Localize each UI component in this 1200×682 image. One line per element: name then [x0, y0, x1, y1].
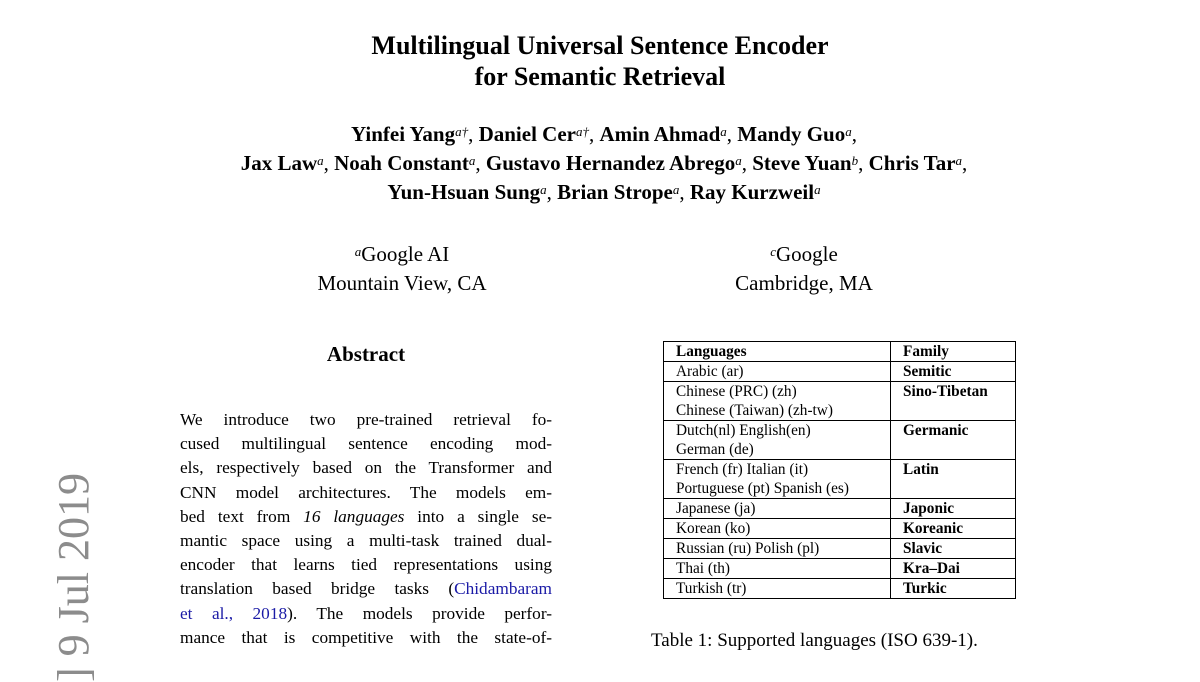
- author-name: Gustavo Hernandez Abrego: [485, 151, 736, 175]
- language-entry: Chinese (Taiwan) (zh-tw): [676, 402, 833, 419]
- author-affiliation-mark: a: [735, 153, 742, 168]
- author-name: Daniel Cer: [478, 122, 576, 146]
- family-cell: Turkic: [891, 579, 1016, 599]
- family-cell: Koreanic: [891, 519, 1016, 539]
- languages-table: [663, 341, 1016, 599]
- family-cell: Semitic: [891, 362, 1016, 382]
- languages-cell: [664, 460, 891, 499]
- affiliation-mark: c: [770, 244, 776, 259]
- author-affiliation-mark: a: [672, 182, 680, 197]
- author-line-3: [0, 178, 1200, 207]
- header-languages: Languages: [664, 342, 891, 362]
- language-entry: Thai (th): [676, 560, 730, 577]
- author-separator: ,: [858, 151, 869, 175]
- languages-cell: [664, 382, 891, 421]
- author-name: Ray Kurzweil: [689, 180, 815, 204]
- family-cell: Japonic: [891, 499, 1016, 519]
- abstract-line: els, respectively based on the Transformer and: [180, 458, 552, 478]
- family-cell: Latin: [891, 460, 1016, 499]
- author-name: Jax Law: [240, 151, 318, 175]
- author-line-1: [0, 120, 1200, 149]
- abstract-line: CNN model architectures. The models em-: [180, 482, 552, 502]
- abstract-line: cused multilingual sentence encoding mod-: [180, 434, 552, 454]
- author-list: [0, 120, 1200, 207]
- table-row: [664, 539, 1016, 559]
- author-name: Noah Constant: [334, 151, 469, 175]
- author-name: Chris Tar: [868, 151, 956, 175]
- table-row: [664, 362, 1016, 382]
- languages-cell: [664, 519, 891, 539]
- table-row: [664, 519, 1016, 539]
- citation-link[interactable]: Chidambaram: [454, 579, 552, 599]
- language-entry: Chinese (PRC) (zh): [676, 383, 797, 400]
- table-row: [664, 559, 1016, 579]
- author-name: Steve Yuan: [752, 151, 852, 175]
- affiliation-org: [660, 240, 948, 269]
- author-separator: ,: [546, 180, 558, 204]
- abstract-line: mantic space using a multi-task trained dual-: [180, 530, 552, 550]
- language-entry: Japanese (ja): [676, 500, 756, 517]
- family-cell: Kra–Dai: [891, 559, 1016, 579]
- author-separator: ,: [962, 151, 968, 175]
- abstract-emphasis: 16 languages: [303, 506, 405, 526]
- language-entry: French (fr) Italian (it): [676, 461, 809, 478]
- affiliation-org-name: Google: [775, 242, 838, 266]
- author-affiliation-mark: a: [468, 153, 476, 168]
- author-affiliation-mark: a†: [575, 124, 589, 139]
- language-entry: Korean (ko): [676, 520, 751, 537]
- title-line-1: Multilingual Universal Sentence Encoder: [371, 31, 829, 60]
- author-name: Brian Strope: [557, 180, 673, 204]
- title-line-2: for Semantic Retrieval: [474, 62, 726, 91]
- affiliation-place: Cambridge, MA: [735, 271, 873, 295]
- affiliation-mark: a: [354, 244, 362, 259]
- arxiv-stamp: ] 9 Jul 2019: [49, 473, 98, 682]
- table-row: [664, 421, 1016, 460]
- abstract-line: [180, 602, 552, 626]
- abstract-line: encoder that learns tied representations using: [180, 555, 552, 575]
- author-line-2: [0, 149, 1200, 178]
- affiliation-org-name: Google AI: [361, 242, 450, 266]
- author-affiliation-mark: a: [540, 182, 547, 197]
- affiliation-place: Mountain View, CA: [317, 271, 487, 295]
- author-affiliation-mark: b: [851, 153, 859, 168]
- author-name: Amin Ahmad: [599, 122, 721, 146]
- languages-cell: [664, 362, 891, 382]
- table-row: [664, 382, 1016, 421]
- abstract-text: bed text from: [180, 506, 304, 526]
- languages-cell: [664, 579, 891, 599]
- author-separator: ,: [726, 122, 738, 146]
- abstract-line: [180, 505, 552, 529]
- author-name: Yun-Hsuan Sung: [387, 180, 541, 204]
- abstract-heading: Abstract: [326, 342, 406, 366]
- author-separator: ,: [475, 151, 486, 175]
- paper-title: [0, 30, 1200, 92]
- author-separator: ,: [679, 180, 690, 204]
- author-name: Mandy Guo: [737, 122, 846, 146]
- citation-link[interactable]: et al., 2018: [180, 603, 288, 623]
- abstract-body: [180, 408, 552, 650]
- author-affiliation-mark: a†: [455, 124, 469, 139]
- language-entry: Portuguese (pt) Spanish (es): [676, 480, 849, 497]
- author-affiliation-mark: a: [845, 124, 852, 139]
- table-row: [664, 579, 1016, 599]
- author-affiliation-mark: a: [955, 153, 963, 168]
- abstract-text: translation based bridge tasks (: [180, 579, 455, 599]
- abstract-line: [180, 577, 552, 601]
- table-row: [664, 460, 1016, 499]
- abstract-line: mance that is competitive with the state-of-: [180, 627, 552, 647]
- languages-cell: [664, 499, 891, 519]
- abstract-text: ). The models provide perfor-: [287, 603, 552, 623]
- author-separator: ,: [323, 151, 335, 175]
- header-family: Family: [891, 342, 1016, 362]
- author-separator: ,: [588, 122, 600, 146]
- language-entry: German (de): [676, 441, 754, 458]
- author-name: Yinfei Yang: [351, 122, 456, 146]
- abstract-text: into a single se-: [404, 506, 552, 526]
- abstract-line: We introduce two pre-trained retrieval fo-: [180, 410, 552, 429]
- affiliation-org: [260, 240, 544, 269]
- languages-cell: [664, 539, 891, 559]
- language-entry: Turkish (tr): [676, 580, 747, 597]
- author-separator: ,: [851, 122, 857, 146]
- language-entry: Arabic (ar): [676, 363, 744, 380]
- language-entry: Russian (ru) Polish (pl): [676, 540, 820, 557]
- author-affiliation-mark: a: [720, 124, 727, 139]
- author-separator: ,: [468, 122, 479, 146]
- languages-cell: [664, 421, 891, 460]
- family-cell: Slavic: [891, 539, 1016, 559]
- table-row: [664, 499, 1016, 519]
- family-cell: Germanic: [891, 421, 1016, 460]
- family-cell: Sino-Tibetan: [891, 382, 1016, 421]
- author-affiliation-mark: a: [317, 153, 324, 168]
- author-affiliation-mark: a: [814, 182, 821, 197]
- table-header-row: [664, 342, 1016, 362]
- author-separator: ,: [741, 151, 753, 175]
- table-caption: Table 1: Supported languages (ISO 639-1).: [651, 630, 978, 651]
- language-entry: Dutch(nl) English(en): [676, 422, 811, 439]
- languages-cell: [664, 559, 891, 579]
- affiliation-google: [660, 240, 948, 298]
- affiliation-google-ai: [260, 240, 544, 298]
